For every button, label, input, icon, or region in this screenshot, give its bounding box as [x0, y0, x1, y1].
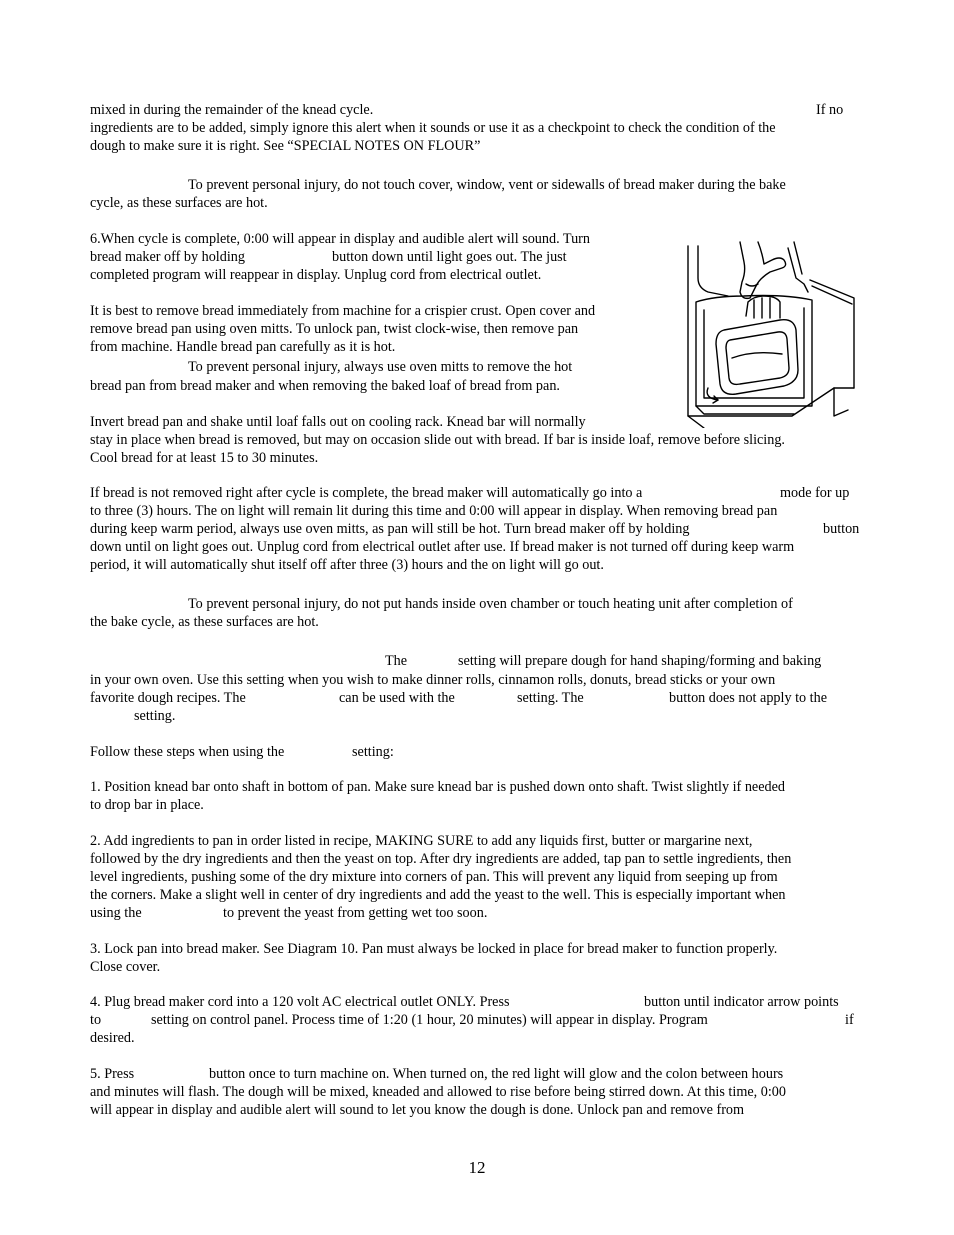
- text-line: button does not apply to the: [669, 690, 828, 706]
- bread-pan: [732, 353, 782, 358]
- text-line: down until on light goes out. Unplug cord from electrical outlet after use. If bread maker is not turned off during keep warm: [90, 539, 795, 555]
- text-line: To prevent personal injury, always use oven mitts to remove the hot: [188, 359, 573, 375]
- text-line: It is best to remove bread immediately from machine for a crispier crust. Open cover and: [90, 303, 596, 319]
- machine-outline: [834, 388, 848, 416]
- machine-outline: [810, 280, 854, 388]
- text-line: mode for up: [780, 485, 850, 501]
- text-line: to drop bar in place.: [90, 797, 204, 813]
- hand: [746, 284, 758, 286]
- machine-outline: [788, 248, 808, 292]
- text-line: Follow these steps when using the: [90, 744, 285, 760]
- text-line: To prevent personal injury, do not touch cover, window, vent or sidewalls of bread maker during the bake: [188, 177, 786, 193]
- text-line: setting:: [352, 744, 394, 760]
- text-line: bread maker off by holding: [90, 249, 245, 265]
- machine-outline: [794, 242, 802, 274]
- text-line: 4. Plug bread maker cord into a 120 volt AC electrical outlet ONLY. Press: [90, 994, 510, 1010]
- text-line: Close cover.: [90, 959, 161, 975]
- text-line: 2. Add ingredients to pan in order listed in recipe, MAKING SURE to add any liquids first, butter or margarine next,: [90, 833, 753, 849]
- text-line: stay in place when bread is removed, but may on occasion slide out with bread. If bar is inside loaf, remove before slicing.: [90, 432, 785, 448]
- text-line: followed by the dry ingredients and then the yeast on top. After dry ingredients are added, tap pan to settle ingredients, then: [90, 851, 792, 867]
- text-line: level ingredients, pushing some of the dry mixture into corners of pan. This will prevent any liquid from seeping up from: [90, 869, 778, 885]
- text-line: mixed in during the remainder of the knead cycle.: [90, 102, 374, 118]
- bread-pan: [716, 320, 798, 395]
- text-line: ingredients are to be added, simply ignore this alert when it sounds or use it as a checkpoint to check the condition of the: [90, 120, 776, 136]
- text-line: using the: [90, 905, 142, 921]
- text-line: to prevent the yeast from getting wet too soon.: [223, 905, 488, 921]
- text-line: dough to make sure it is right. See “SPECIAL NOTES ON FLOUR”: [90, 138, 481, 154]
- text-line: If no: [816, 102, 844, 118]
- text-line: 5. Press: [90, 1066, 135, 1082]
- text-line: Cool bread for at least 15 to 30 minutes.: [90, 450, 319, 466]
- text-line: during keep warm period, always use oven mitts, as pan will still be hot. Turn bread maker off by holding: [90, 521, 690, 537]
- text-line: button once to turn machine on. When turned on, the red light will glow and the colon between hours: [209, 1066, 784, 1082]
- text-line: To prevent personal injury, do not put hands inside oven chamber or touch heating unit after completion of: [188, 596, 793, 612]
- text-line: the bake cycle, as these surfaces are hot.: [90, 614, 319, 630]
- text-line: If bread is not removed right after cycle is complete, the bread maker will automatically go into a: [90, 485, 643, 501]
- bread-pan-removal-illustration: [684, 238, 856, 428]
- text-line: favorite dough recipes. The: [90, 690, 246, 706]
- text-line: button: [823, 521, 860, 537]
- text-line: button until indicator arrow points: [644, 994, 839, 1010]
- text-line: The: [385, 653, 408, 669]
- text-line: setting on control panel. Process time of 1:20 (1 hour, 20 minutes) will appear in display. Program: [151, 1012, 708, 1028]
- text-line: if: [845, 1012, 854, 1028]
- machine-outline: [698, 246, 728, 296]
- text-line: setting.: [134, 708, 176, 724]
- text-line: the corners. Make a slight well in center of dry ingredients and add the yeast to the well. This is especially important when: [90, 887, 786, 903]
- pan-handle: [746, 296, 780, 318]
- text-line: from machine. Handle bread pan carefully as it is hot.: [90, 339, 396, 355]
- text-line: in your own oven. Use this setting when you wish to make dinner rolls, cinnamon rolls, donuts, bread sticks or your own: [90, 672, 776, 688]
- text-line: setting. The: [517, 690, 584, 706]
- text-line: 3. Lock pan into bread maker. See Diagram 10. Pan must always be locked in place for bread maker to function properly.: [90, 941, 778, 957]
- text-line: remove bread pan using oven mitts. To unlock pan, twist clock-wise, then remove pan: [90, 321, 579, 337]
- hand: [740, 242, 786, 298]
- page-number: 12: [468, 1158, 486, 1177]
- text-line: will appear in display and audible alert will sound to let you know the dough is done. Unlock pan and remove from: [90, 1102, 745, 1118]
- text-line: 1. Position knead bar onto shaft in bottom of pan. Make sure knead bar is pushed down onto shaft. Twist slightly if needed: [90, 779, 786, 795]
- text-line: and minutes will flash. The dough will be mixed, kneaded and allowed to rise before being stirred down. At this time, 0:00: [90, 1084, 786, 1100]
- text-line: cycle, as these surfaces are hot.: [90, 195, 268, 211]
- pan-handle: [754, 298, 770, 318]
- text-line: completed program will reappear in display. Unplug cord from electrical outlet.: [90, 267, 542, 283]
- text-line: bread pan from bread maker and when removing the baked loaf of bread from pan.: [90, 378, 560, 394]
- bread-pan: [726, 332, 789, 385]
- machine-outline: [688, 416, 704, 428]
- text-line: 6.When cycle is complete, 0:00 will appear in display and audible alert will sound. Turn: [90, 231, 591, 247]
- machine-outline: [696, 406, 794, 414]
- text-line: period, it will automatically shut itself off after three (3) hours and the on light will go out.: [90, 557, 604, 573]
- text-line: button down until light goes out. The just: [332, 249, 567, 265]
- text-line: can be used with the: [339, 690, 455, 706]
- text-line: setting will prepare dough for hand shaping/forming and baking: [458, 653, 822, 669]
- text-line: Invert bread pan and shake until loaf falls out on cooling rack. Knead bar will normally: [90, 414, 586, 430]
- text-line: to: [90, 1012, 102, 1028]
- text-line: desired.: [90, 1030, 135, 1046]
- text-line: to three (3) hours. The on light will remain lit during this time and 0:00 will appear in display. When removing bread pan: [90, 503, 778, 519]
